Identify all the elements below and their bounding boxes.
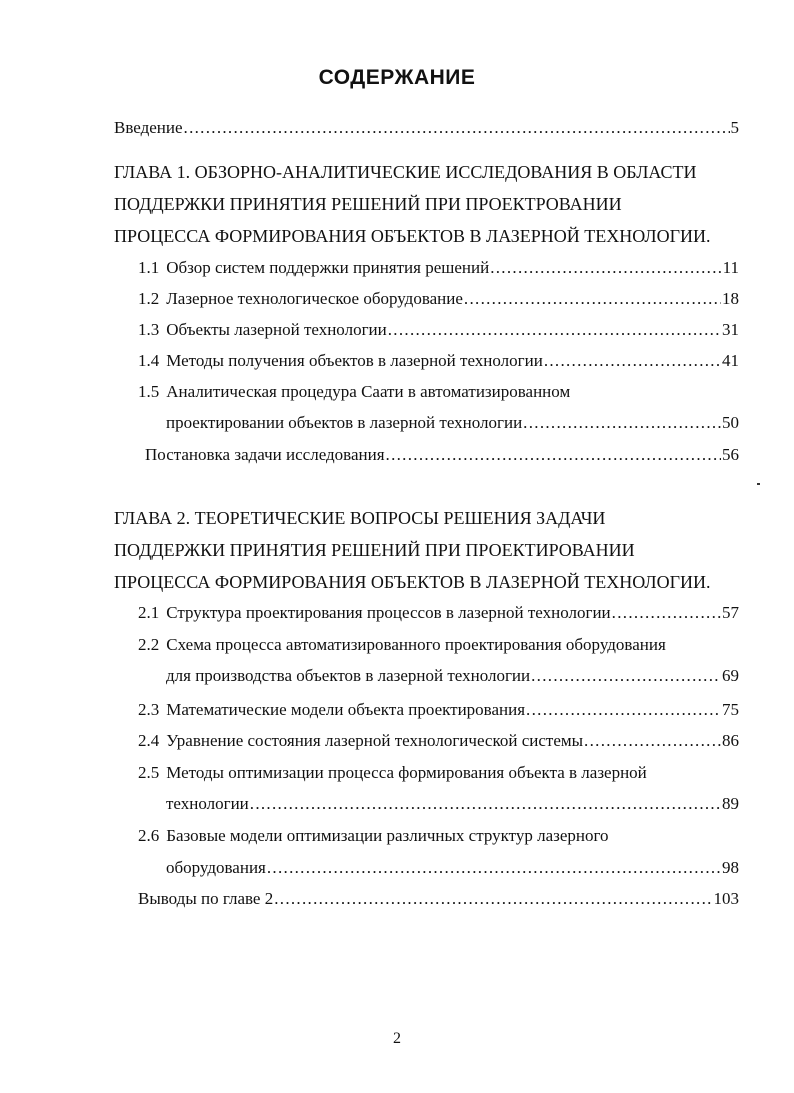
toc-entry-label: Объекты лазерной технологии xyxy=(166,320,387,339)
toc-entry-1-5[interactable] xyxy=(138,380,570,404)
page-number-footer: 2 xyxy=(393,1030,401,1047)
toc-entry-label: Методы оптимизации процесса формирования объекта в лазерной xyxy=(166,763,647,782)
toc-entry-label: технологии xyxy=(166,794,249,813)
toc-leader-dots xyxy=(584,729,721,753)
toc-page-number: 41 xyxy=(722,351,739,370)
toc-page-number: 57 xyxy=(722,603,739,622)
toc-entry-1-4[interactable] xyxy=(138,349,739,373)
toc-section-number: 1.4 xyxy=(138,351,160,370)
toc-leader-dots xyxy=(386,443,721,467)
toc-page-number: 5 xyxy=(730,118,739,137)
toc-section-number: 2.5 xyxy=(138,763,160,782)
toc-entry-label: Выводы по главе 2 xyxy=(138,889,274,908)
toc-section-number: 2.1 xyxy=(138,603,160,622)
chapter-2-heading-line-3: ПРОЦЕССА ФОРМИРОВАНИЯ ОБЪЕКТОВ В ЛАЗЕРНОЙ ТЕХНОЛОГИИ. xyxy=(114,572,711,592)
toc-page-number: 69 xyxy=(722,666,739,685)
toc-entry-1-3[interactable] xyxy=(138,318,739,342)
toc-entry-2-5[interactable] xyxy=(138,761,647,785)
toc-entry-chapter-2-conclusions[interactable] xyxy=(138,887,739,911)
toc-leader-dots xyxy=(544,349,721,373)
chapter-2-heading-line-2: ПОДДЕРЖКИ ПРИНЯТИЯ РЕШЕНИЙ ПРИ ПРОЕКТИРОВАНИИ xyxy=(114,540,635,560)
chapter-2-heading-line-1: ГЛАВА 2. ТЕОРЕТИЧЕСКИЕ ВОПРОСЫ РЕШЕНИЯ ЗАДАЧИ xyxy=(114,508,606,528)
toc-entry-label: Методы получения объектов в лазерной технологии xyxy=(166,351,543,370)
toc-entry-problem-statement[interactable] xyxy=(145,443,739,467)
chapter-1-heading-line-3: ПРОЦЕССА ФОРМИРОВАНИЯ ОБЪЕКТОВ В ЛАЗЕРНОЙ ТЕХНОЛОГИИ. xyxy=(114,226,711,246)
toc-entry-1-5-continuation[interactable] xyxy=(166,411,739,435)
toc-page-number: 98 xyxy=(722,858,739,877)
page-title: СОДЕРЖАНИЕ xyxy=(318,66,476,89)
toc-section-number: 2.2 xyxy=(138,635,160,654)
toc-leader-dots xyxy=(523,411,721,435)
toc-entry-label: проектировании объектов в лазерной технологии xyxy=(166,413,523,432)
toc-page-number: 11 xyxy=(722,258,739,277)
toc-entry-2-2-continuation[interactable] xyxy=(166,664,739,688)
toc-leader-dots xyxy=(612,601,721,625)
toc-section-number: 2.3 xyxy=(138,700,160,719)
toc-entry-2-3[interactable] xyxy=(138,698,739,722)
toc-entry-intro[interactable] xyxy=(114,116,739,140)
toc-entry-label: Аналитическая процедура Саати в автоматизированном xyxy=(166,382,571,401)
toc-page-number: 31 xyxy=(722,320,739,339)
toc-page-number: 86 xyxy=(722,731,739,750)
toc-entry-label: Математические модели объекта проектирования xyxy=(166,700,526,719)
toc-section-number: 1.3 xyxy=(138,320,160,339)
toc-entry-label: оборудования xyxy=(166,858,266,877)
toc-leader-dots xyxy=(267,856,721,880)
toc-entry-2-1[interactable] xyxy=(138,601,739,625)
scan-speck xyxy=(757,483,760,485)
toc-entry-2-2[interactable] xyxy=(138,633,666,657)
toc-entry-1-2[interactable] xyxy=(138,287,739,311)
toc-leader-dots xyxy=(526,698,721,722)
toc-section-number: 1.2 xyxy=(138,289,160,308)
chapter-1-heading-line-2: ПОДДЕРЖКИ ПРИНЯТИЯ РЕШЕНИЙ ПРИ ПРОЕКТРОВАНИИ xyxy=(114,194,622,214)
toc-section-number: 2.6 xyxy=(138,826,160,845)
toc-entry-2-6-continuation[interactable] xyxy=(166,856,739,880)
toc-entry-label: Введение xyxy=(114,118,183,137)
toc-entry-2-6[interactable] xyxy=(138,824,609,848)
toc-leader-dots xyxy=(490,256,721,280)
chapter-1-heading-line-1: ГЛАВА 1. ОБЗОРНО-АНАЛИТИЧЕСКИЕ ИССЛЕДОВАНИЯ В ОБЛАСТИ xyxy=(114,162,697,182)
toc-entry-label: Схема процесса автоматизированного проектирования оборудования xyxy=(166,635,666,654)
toc-leader-dots xyxy=(184,116,730,140)
toc-page-number: 89 xyxy=(722,794,739,813)
toc-leader-dots xyxy=(388,318,721,342)
toc-entry-label: Обзор систем поддержки принятия решений xyxy=(166,258,490,277)
toc-page-number: 75 xyxy=(722,700,739,719)
toc-entry-label: для производства объектов в лазерной технологии xyxy=(166,666,531,685)
toc-entry-2-4[interactable] xyxy=(138,729,739,753)
toc-page-number: 50 xyxy=(722,413,739,432)
toc-entry-label: Базовые модели оптимизации различных структур лазерного xyxy=(166,826,609,845)
toc-entry-label: Постановка задачи исследования xyxy=(145,445,385,464)
toc-leader-dots xyxy=(274,887,712,911)
toc-page-number: 56 xyxy=(722,445,739,464)
toc-leader-dots xyxy=(250,792,721,816)
toc-section-number: 2.4 xyxy=(138,731,160,750)
toc-page-number: 18 xyxy=(722,289,739,308)
toc-section-number: 1.5 xyxy=(138,382,160,401)
toc-page-number: 103 xyxy=(713,889,739,908)
toc-leader-dots xyxy=(464,287,721,311)
toc-entry-1-1[interactable] xyxy=(138,256,739,280)
toc-entry-2-5-continuation[interactable] xyxy=(166,792,739,816)
toc-entry-label: Лазерное технологическое оборудование xyxy=(166,289,463,308)
toc-section-number: 1.1 xyxy=(138,258,160,277)
toc-leader-dots xyxy=(531,664,721,688)
toc-entry-label: Структура проектирования процессов в лазерной технологии xyxy=(166,603,611,622)
toc-entry-label: Уравнение состояния лазерной технологической системы xyxy=(166,731,584,750)
